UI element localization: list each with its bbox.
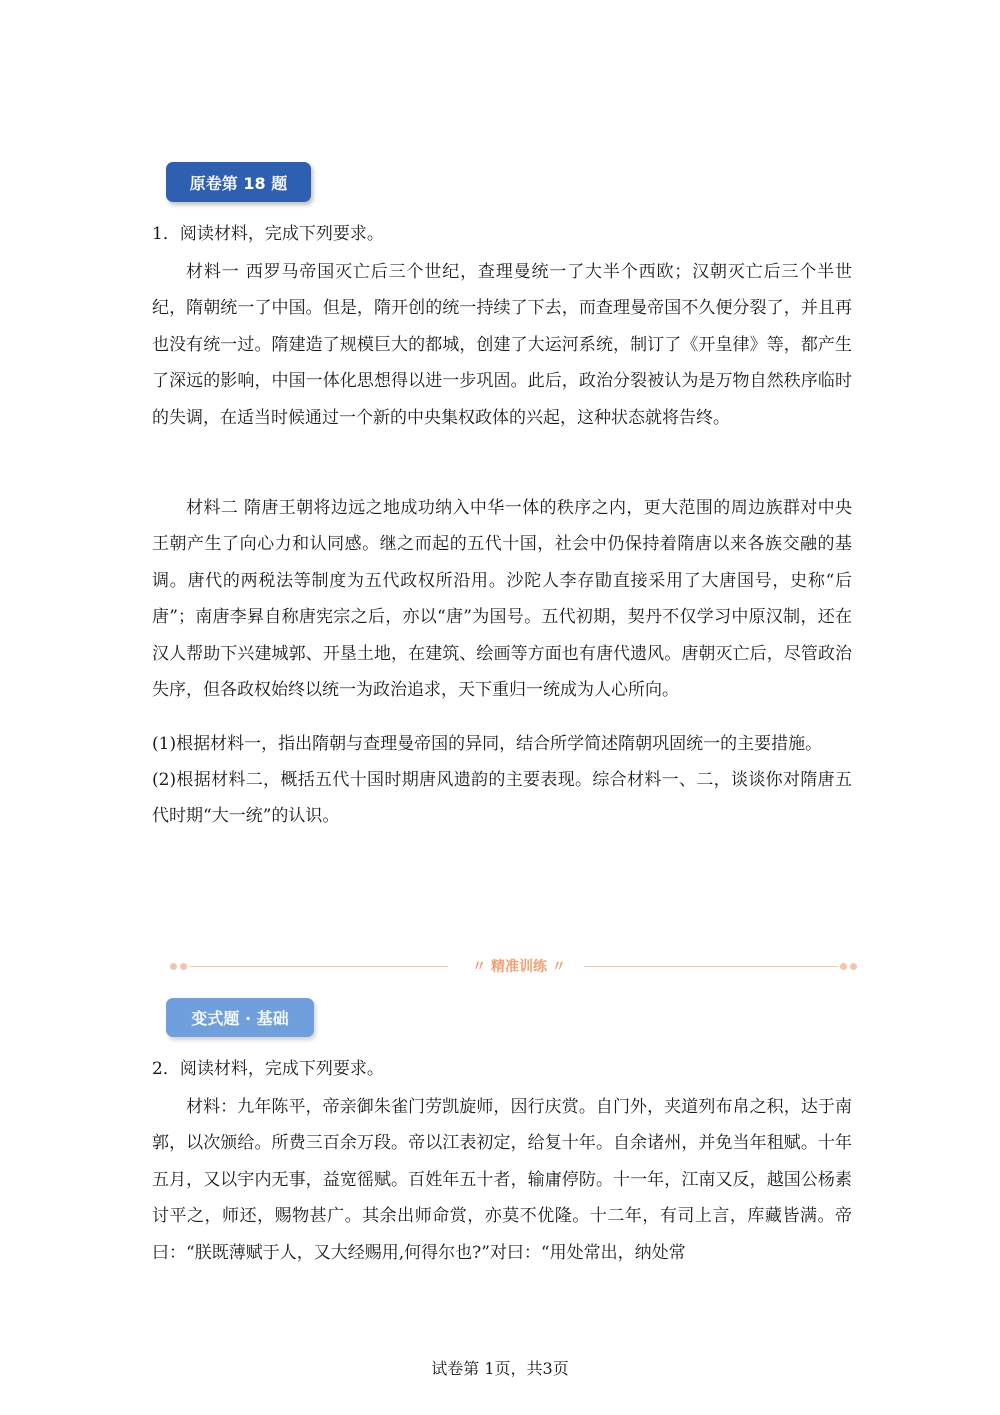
divider-dot-icon <box>850 963 857 970</box>
divider-dot-icon <box>180 963 187 970</box>
divider-label-text: 精准训练 <box>491 959 547 975</box>
question-1-prompt: 1．阅读材料，完成下列要求。 <box>152 224 384 244</box>
page-footer: 试卷第 1页，共3页 <box>431 1359 569 1378</box>
section-badge-variant <box>166 998 314 1037</box>
slash-decoration-icon: 〃 <box>472 959 491 975</box>
sub-question-2: (2)根据材料二，概括五代十国时期唐风遗韵的主要表现。综合材料一、二，谈谈你对隋唐五代时期“大一统”的认识。 <box>152 770 852 827</box>
section-badge-variant-label: 变式题 · 基础 <box>191 1009 289 1028</box>
section-badge-original <box>166 162 311 202</box>
section-badge-original-label: 原卷第 18 题 <box>189 173 288 193</box>
divider-dot-icon <box>840 963 847 970</box>
slash-decoration-icon: 〃 <box>547 959 566 975</box>
divider-dot-icon <box>170 963 177 970</box>
divider-label <box>460 956 578 976</box>
material-1-paragraph: 材料一 西罗马帝国灭亡后三个世纪，查理曼统一了大半个西欧；汉朝灭亡后三个半世纪，隋朝统一了中国。但是，隋开创的统一持续了下去，而查理曼帝国不久便分裂了，并且再也没有统一过。隋建造了规模巨大的都城，创建了大运河系统，制订了《开皇律》等，都产生了深远的影响，中国一体化思想得以进一步巩固。此后，政治分裂被认为是万物自然秩序临时的失调，在适当时候通过一个新的中央集权政体的兴起，这种状态就将告终。 <box>152 262 852 428</box>
divider-line-right <box>584 966 838 967</box>
material-3-paragraph: 材料：九年陈平，帝亲御朱雀门劳凯旋师，因行庆赏。自门外，夹道列布帛之积，达于南郭，以次颁给。所费三百余万段。帝以江表初定，给复十年。自余诸州，并免当年租赋。十年五月，又以宇内无事，益宽徭赋。百姓年五十者，输庸停防。十一年，江南又反，越国公杨素讨平之，师还，赐物甚广。其余出师命赏，亦莫不优隆。十二年，有司上言，库藏皆满。帝曰：“朕既薄赋于人，又大经赐用,何得尔也?”对曰：“用处常出，纳处常 <box>152 1097 852 1263</box>
section-divider <box>170 954 860 980</box>
sub-question-1: (1)根据材料一，指出隋朝与查理曼帝国的异同，结合所学简述隋朝巩固统一的主要措施。 <box>152 734 823 754</box>
divider-line-left <box>190 966 448 967</box>
question-2-prompt: 2．阅读材料，完成下列要求。 <box>152 1059 384 1079</box>
material-2-paragraph: 材料二 隋唐王朝将边远之地成功纳入中华一体的秩序之内，更大范围的周边族群对中央王朝产生了向心力和认同感。继之而起的五代十国，社会中仍保持着隋唐以来各族交融的基调。唐代的两税法等制度为五代政权所沿用。沙陀人李存勖直接采用了大唐国号，史称“后唐”；南唐李昪自称唐宪宗之后，亦以“唐”为国号。五代初期，契丹不仅学习中原汉制，还在汉人帮助下兴建城郭、开垦土地，在建筑、绘画等方面也有唐代遗风。唐朝灭亡后，尽管政治失序，但各政权始终以统一为政治追求，天下重归一统成为人心所向。 <box>152 498 852 701</box>
